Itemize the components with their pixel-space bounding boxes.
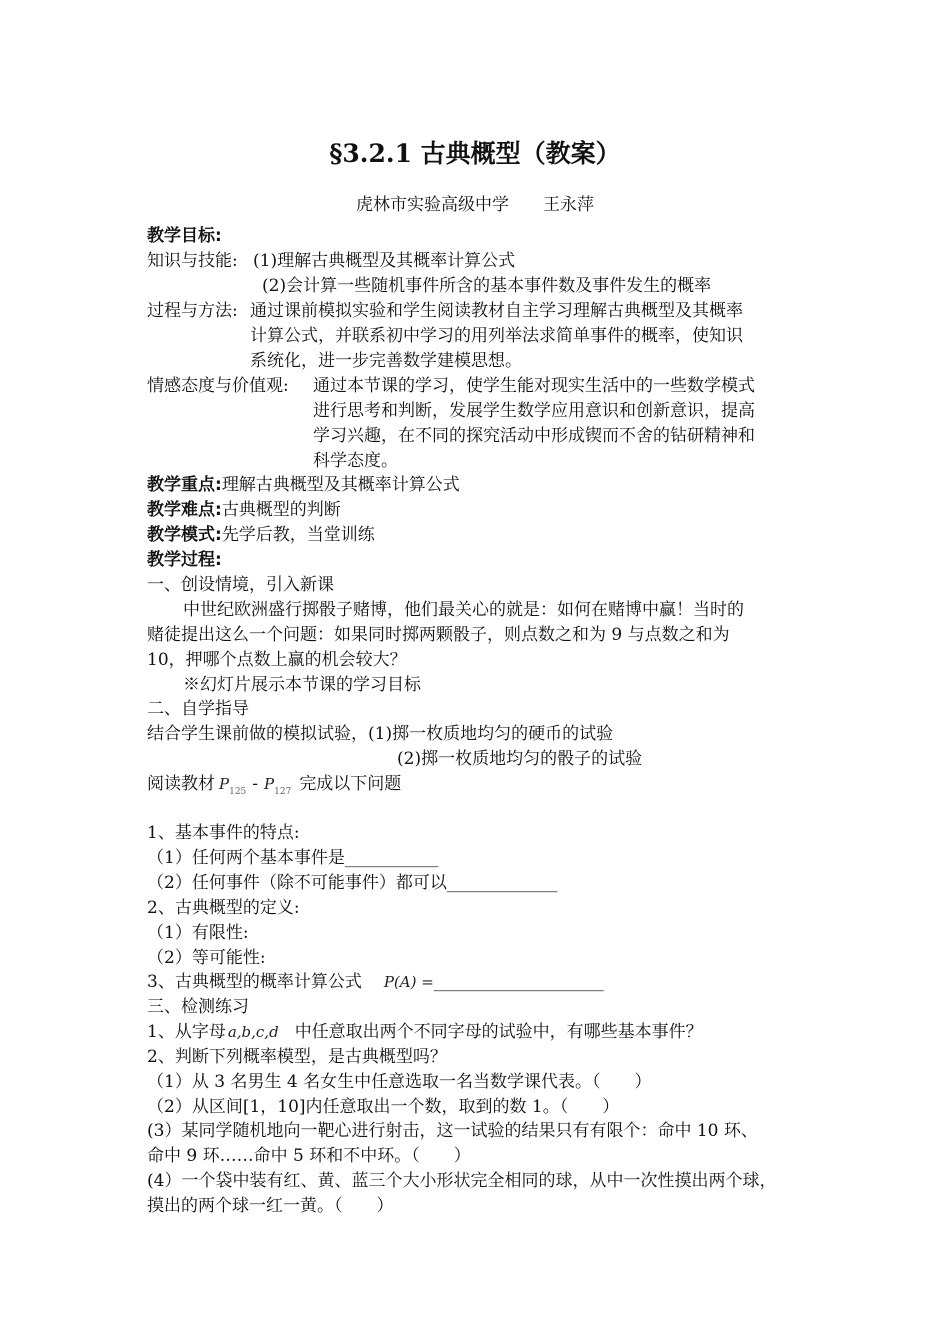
author-line: 虎林市实验高级中学 王永萍 (356, 195, 594, 215)
section-1-heading: 一、创设情境，引入新课 (147, 575, 334, 595)
difficulty-label: 教学难点: (147, 500, 222, 520)
section-2-heading: 二、自学指导 (147, 699, 249, 719)
slide-note: ※幻灯片展示本节课的学习目标 (183, 675, 421, 695)
guide-line-2: (2)掷一枚质地均匀的骰子的试验 (397, 749, 643, 769)
exercise-1-prefix: 1、从字母 (147, 1022, 226, 1042)
emotion-text-1: 通过本节课的学习，使学生能对现实生活中的一些数学模式 (313, 376, 755, 396)
difficulty-line (147, 499, 341, 521)
paragraph-1-line-3: 10，押哪个点数上赢的机会较大？ (147, 650, 407, 670)
question-2-item-1: （1）有限性: (147, 923, 249, 943)
exercise-2: 2、判断下列概率模型，是古典概型吗？ (147, 1047, 447, 1067)
key-point-text: 理解古典概型及其概率计算公式 (221, 475, 460, 495)
difficulty-text: 古典概型的判断 (221, 500, 341, 520)
question-1: 1、基本事件的特点: (147, 823, 300, 843)
question-1-item-1: （1）任何两个基本事件是___________ (147, 848, 439, 868)
exercise-2-item-4-line-1: (4）一个袋中装有红、黄、蓝三个大小形状完全相同的球，从中一次性摸出两个球， (147, 1171, 777, 1191)
page-range-start-sub: 125 (229, 787, 247, 797)
key-point-label: 教学重点: (147, 475, 222, 495)
process-text-3: 系统化，进一步完善数学建模思想。 (250, 351, 522, 371)
exercise-2-item-3-line-2: 命中 9 环……命中 5 环和不中环。（ ） (147, 1146, 471, 1166)
guide-line-1: 结合学生课前做的模拟试验，(1)掷一枚质地均匀的硬币的试验 (147, 724, 614, 744)
section-3-heading: 三、检测练习 (147, 997, 249, 1017)
page-range-dash: - (252, 774, 259, 794)
process-label: 过程与方法: (147, 301, 238, 321)
question-2-item-2: （2）等可能性: (147, 948, 266, 968)
process-heading: 教学过程: (147, 550, 222, 570)
key-point-line (147, 474, 460, 496)
read-suffix: 完成以下问题 (299, 774, 402, 794)
exercise-1-suffix: 中任意取出两个不同字母的试验中，有哪些基本事件？ (294, 1022, 703, 1042)
mode-text: 先学后教，当堂训练 (221, 525, 375, 545)
letters-math: a,b,c,d (227, 1023, 279, 1041)
emotion-text-3: 学习兴趣，在不同的探究活动中形成锲而不舍的钻研精神和 (313, 426, 755, 446)
knowledge-label: 知识与技能: (147, 251, 238, 271)
question-3 (147, 971, 604, 993)
knowledge-item-1: (1)理解古典概型及其概率计算公式 (253, 251, 516, 271)
read-textbook-line (147, 773, 401, 803)
knowledge-item-2: (2)会计算一些随机事件所含的基本事件数及事件发生的概率 (262, 276, 712, 296)
page-range-end-sub: 127 (274, 787, 292, 797)
emotion-label: 情感态度与价值观: (147, 376, 289, 396)
formula-blank: ____________________ (433, 972, 604, 992)
emotion-text-4: 科学态度。 (313, 451, 398, 471)
exercise-2-item-2: （2）从区间[1，10]内任意取出一个数，取到的数 1。（ ） (147, 1097, 620, 1117)
exercise-1 (147, 1021, 703, 1043)
question-3-prefix: 3、古典概型的概率计算公式 (147, 972, 362, 992)
question-1-item-2: （2）任何事件（除不可能事件）都可以_____________ (147, 873, 558, 893)
read-prefix: 阅读教材 (147, 774, 215, 794)
exercise-2-item-3-line-1: (3）某同学随机地向一靶心进行射击，这一试验的结果只有有限个：命中 10 环、 (147, 1121, 758, 1141)
process-text-2: 计算公式，并联系初中学习的用列举法求简单事件的概率，使知识 (250, 326, 743, 346)
page-title: §3.2.1 古典概型（教案） (329, 139, 621, 168)
probability-formula: P(A) = (383, 973, 434, 991)
mode-label: 教学模式: (147, 525, 222, 545)
page-range-start: $P_{125}$ (219, 775, 247, 797)
exercise-2-item-1: （1）从 3 名男生 4 名女生中任意选取一名当数学课代表。（ ） (147, 1072, 652, 1092)
paragraph-1-line-2: 赌徒提出这么一个问题：如果同时掷两颗骰子，则点数之和为 9 与点数之和为 (147, 625, 730, 645)
objectives-heading: 教学目标: (147, 226, 222, 246)
exercise-2-item-4-line-2: 摸出的两个球一红一黄。（ ） (147, 1196, 394, 1216)
mode-line (147, 524, 375, 546)
question-2: 2、古典概型的定义: (147, 898, 300, 918)
paragraph-1-line-1: 中世纪欧洲盛行掷骰子赌博，他们最关心的就是：如何在赌博中赢！当时的 (183, 600, 744, 620)
emotion-text-2: 进行思考和判断，发展学生数学应用意识和创新意识，提高 (313, 401, 755, 421)
page-range-end: $P_{127}$ (264, 775, 292, 797)
process-text-1: 通过课前模拟实验和学生阅读教材自主学习理解古典概型及其概率 (250, 301, 743, 321)
